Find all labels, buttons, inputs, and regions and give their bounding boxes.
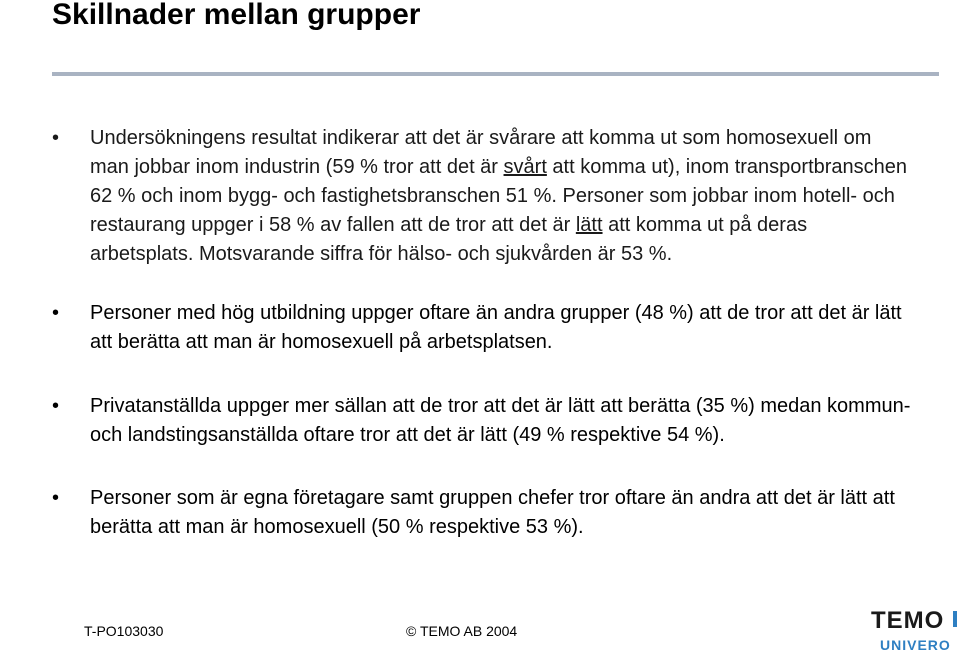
- bullet-text: [90, 127, 907, 265]
- bullet-text: Privatanställda uppger mer sällan att de tror att det är lätt att berätta (35 %) medan kommun- och landstingsanställda oftare tror att det är lätt (49 % respektive 54 %).: [90, 395, 911, 446]
- logo-accent-bar: [953, 611, 957, 627]
- logo-subtext: UNIVERO: [880, 637, 951, 653]
- bullet-text-part: Undersökningens resultat indikerar att det är svårare att komma ut som homosexuell om man jobbar inom industrin (59 % tror att det är: [90, 127, 872, 178]
- bullet-dot: •: [52, 302, 60, 324]
- bullet-dot: •: [52, 395, 60, 417]
- bullet-dot: •: [52, 487, 60, 509]
- temo-logo: [868, 606, 959, 653]
- bullet-text: Personer med hög utbildning uppger oftare än andra grupper (48 %) att de tror att det är lätt att berätta att man är homosexuell på arbetsplatsen.: [90, 302, 902, 353]
- title-divider: [52, 72, 939, 76]
- footer-code: T-PO103030: [84, 623, 164, 639]
- bullet-dot: •: [52, 127, 60, 149]
- bullet-text: Personer som är egna företagare samt gruppen chefer tror oftare än andra att det är lätt att berätta att man är homosexuell (50 % respektive 53 %).: [90, 487, 895, 538]
- footer-copyright: © TEMO AB 2004: [406, 623, 518, 639]
- bullet-item-entrepreneurs: [52, 484, 912, 542]
- bullet-item-education: [52, 299, 912, 357]
- underlined-word-svart: svårt: [503, 156, 547, 178]
- logo-wordmark: TEMO: [871, 607, 945, 634]
- bullet-text-part: att komma ut), inom transportbranschen 62 % och inom bygg- och fastighetsbranschen 51 %. Personer som jobbar inom hotell- och restaurang uppger i 58 % av fallen att de tror att det är: [90, 156, 908, 236]
- bullet-text-part: att komma ut på deras arbetsplats. Motsvarande siffra för hälso- och sjukvården är 53 %.: [90, 214, 808, 265]
- bullet-list: [52, 124, 912, 542]
- bullet-item-employment-sector: [52, 392, 912, 450]
- underlined-word-latt: lätt: [575, 214, 603, 236]
- bullet-item-industry: [52, 124, 912, 269]
- page-title: Skillnader mellan grupper: [52, 0, 421, 31]
